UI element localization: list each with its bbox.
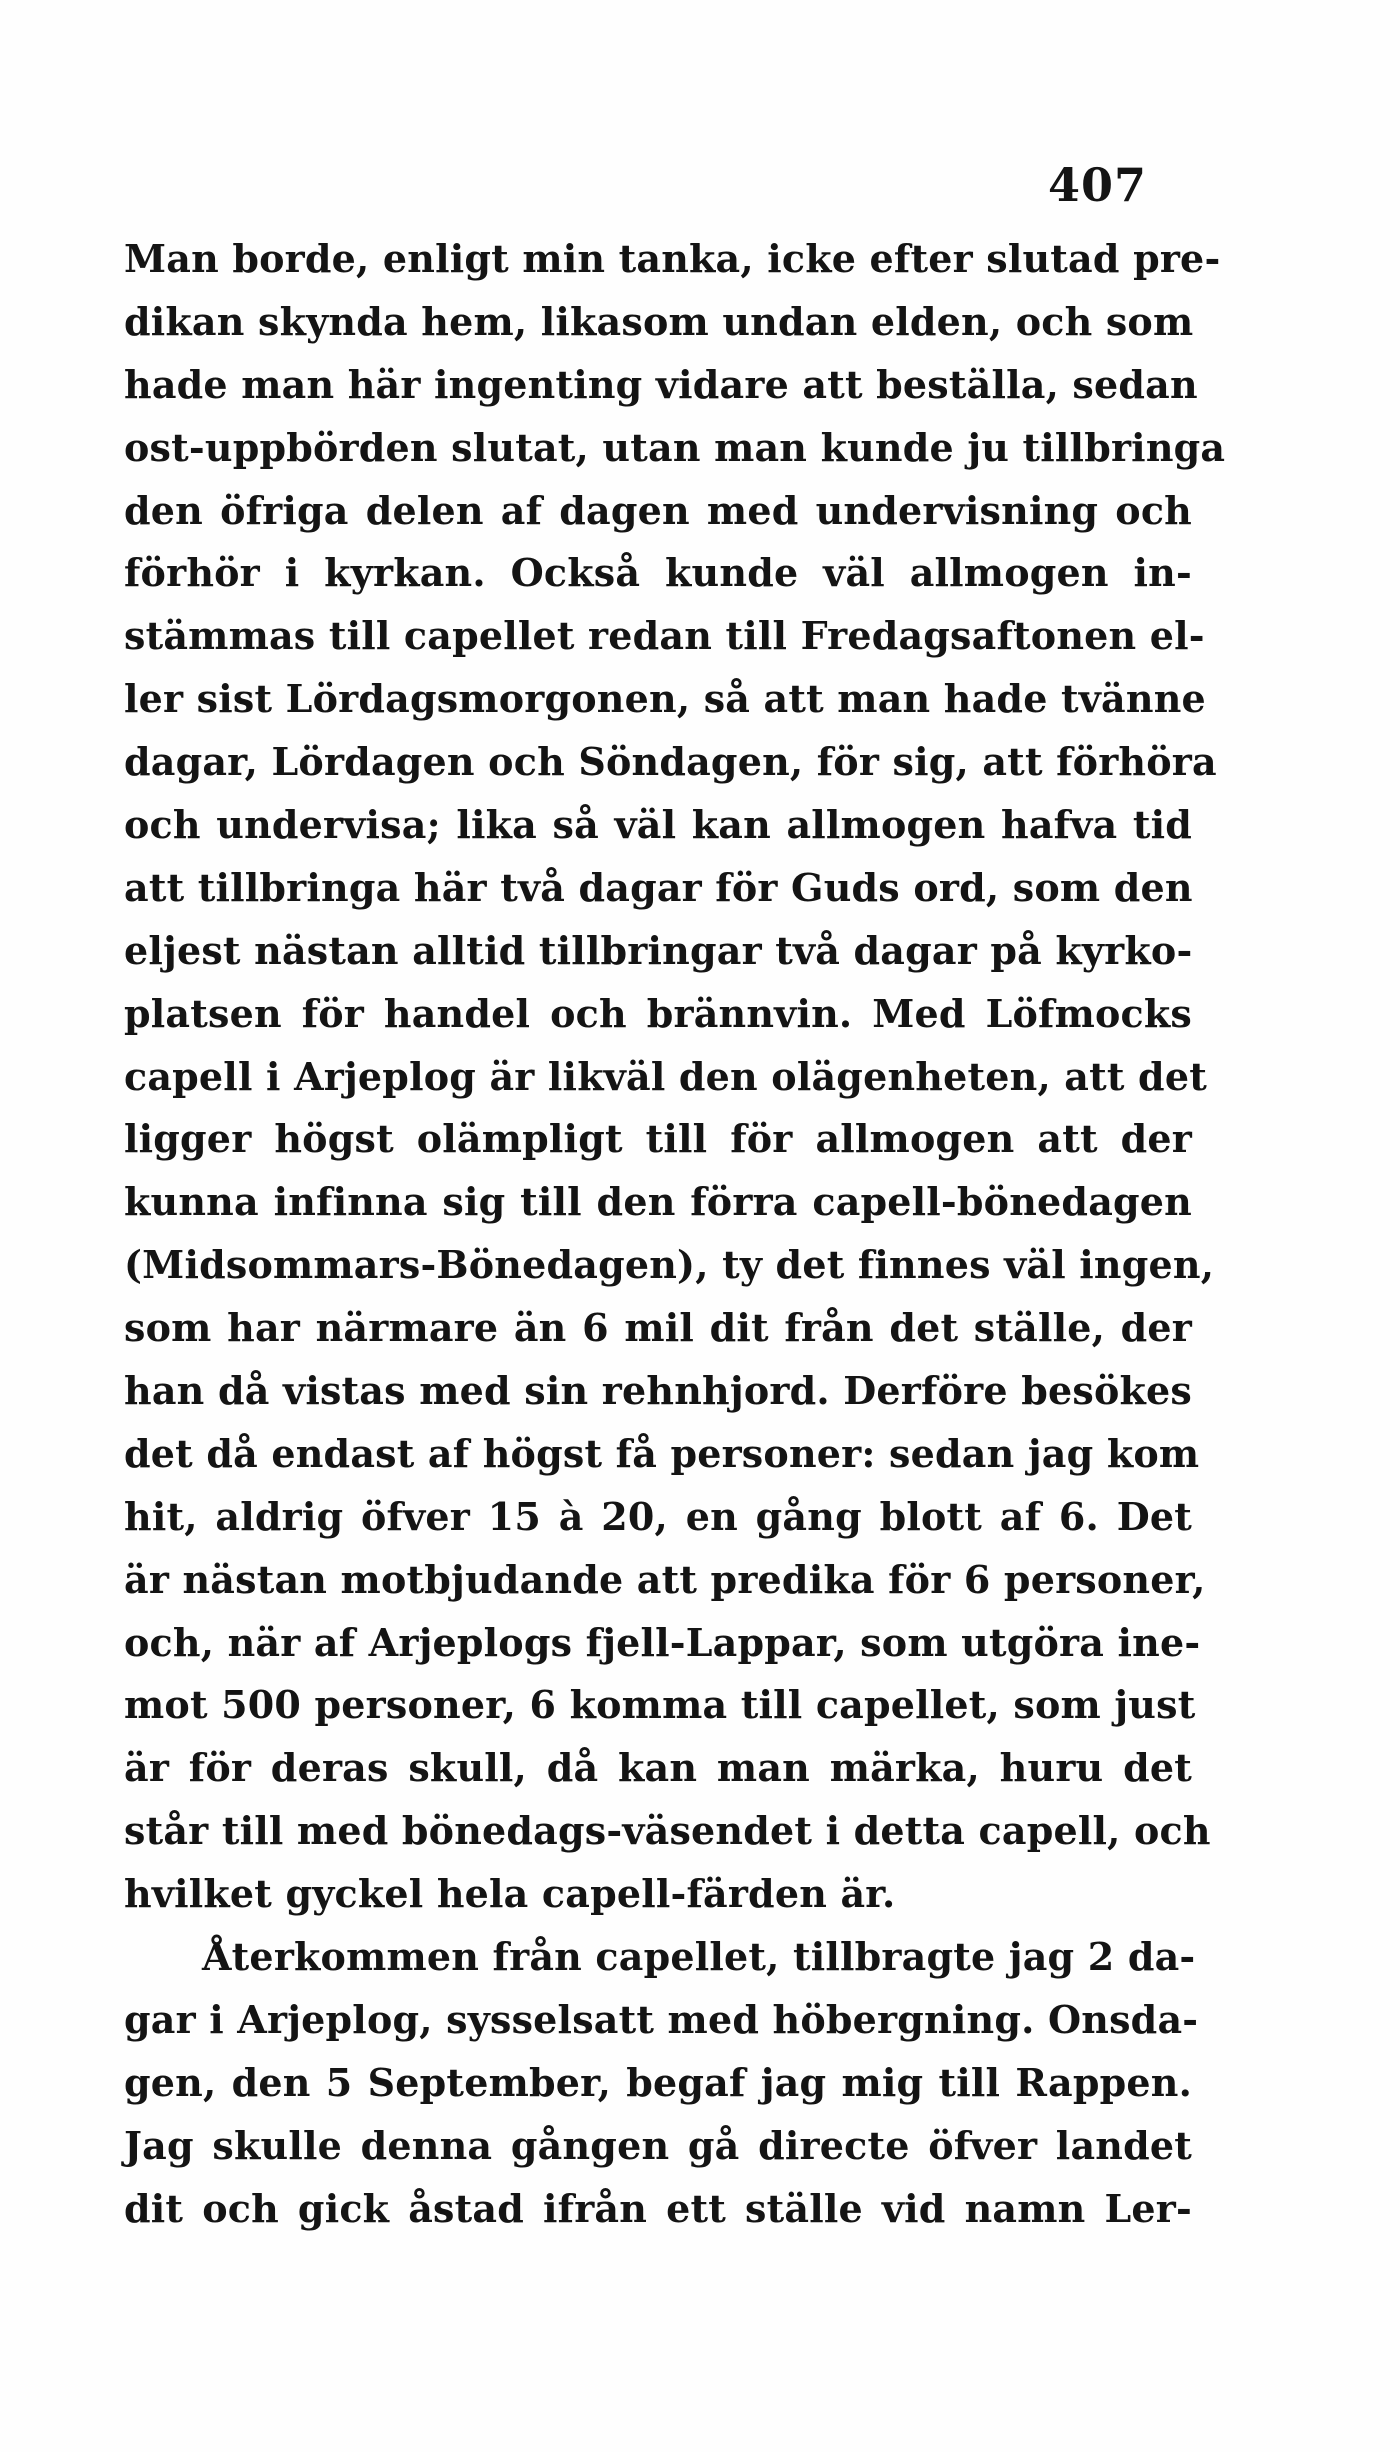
text-line: och undervisa; lika så väl kan allmogen hafva tid bbox=[124, 802, 1192, 848]
text-line: förhör i kyrkan. Också kunde väl allmogen in- bbox=[124, 550, 1192, 596]
text-line: ligger högst olämpligt till för allmogen att der bbox=[124, 1116, 1192, 1162]
text-line: det då endast af högst få personer: sedan jag kom bbox=[124, 1430, 1200, 1476]
text-line: är nästan motbjudande att predika för 6 personer, bbox=[124, 1556, 1206, 1602]
text-line: hade man här ingenting vidare att beställa, sedan bbox=[124, 361, 1198, 407]
text-line: ost-uppbörden slutat, utan man kunde ju tillbringa bbox=[124, 424, 1226, 470]
text-line: han då vistas med sin rehnhjord. Derföre besökes bbox=[124, 1368, 1192, 1414]
body-text bbox=[124, 228, 1226, 2241]
text-line: gen, den 5 September, begaf jag mig till Rappen. bbox=[124, 2059, 1192, 2105]
paragraph-start-line: Återkommen från capellet, tillbragte jag 2 da- bbox=[202, 1934, 1196, 1980]
text-line: att tillbringa här två dagar för Guds ord, som den bbox=[124, 864, 1193, 910]
text-line: eljest nästan alltid tillbringar två dagar på kyrko- bbox=[124, 927, 1193, 973]
text-line: som har närmare än 6 mil dit från det ställe, der bbox=[124, 1305, 1192, 1351]
text-line: dagar, Lördagen och Söndagen, för sig, att förhöra bbox=[124, 739, 1217, 785]
text-line: och, när af Arjeplogs fjell-Lappar, som utgöra ine- bbox=[124, 1619, 1201, 1665]
text-line: Jag skulle denna gången gå directe öfver landet bbox=[124, 2122, 1192, 2168]
text-line: dit och gick åstad ifrån ett ställe vid namn Ler- bbox=[124, 2185, 1192, 2231]
text-line: ler sist Lördagsmorgonen, så att man hade tvänne bbox=[124, 676, 1206, 722]
text-line: kunna infinna sig till den förra capell-bönedagen bbox=[124, 1179, 1192, 1225]
page-number: 407 bbox=[1048, 158, 1148, 212]
text-line: stämmas till capellet redan till Fredagsaftonen el- bbox=[124, 613, 1205, 659]
text-line: gar i Arjeplog, sysselsatt med höbergning. Onsda- bbox=[124, 1996, 1199, 2042]
paragraph-end-line: hvilket gyckel hela capell-färden är. bbox=[124, 1871, 896, 1917]
text-line: den öfriga delen af dagen med undervisning och bbox=[124, 487, 1192, 533]
text-line: hit, aldrig öfver 15 à 20, en gång blott af 6. Det bbox=[124, 1493, 1192, 1539]
text-line: platsen för handel och brännvin. Med Löfmocks bbox=[124, 990, 1192, 1036]
text-line: är för deras skull, då kan man märka, huru det bbox=[124, 1745, 1192, 1791]
text-line: dikan skynda hem, likasom undan elden, och som bbox=[124, 298, 1194, 344]
text-line: capell i Arjeplog är likväl den olägenheten, att det bbox=[124, 1053, 1207, 1099]
text-line: mot 500 personer, 6 komma till capellet, som just bbox=[124, 1682, 1196, 1728]
text-line: (Midsommars-Bönedagen), ty det finnes väl ingen, bbox=[124, 1242, 1215, 1288]
text-line: står till med bönedags-väsendet i detta capell, och bbox=[124, 1808, 1211, 1854]
text-line: Man borde, enligt min tanka, icke efter slutad pre- bbox=[124, 236, 1221, 281]
